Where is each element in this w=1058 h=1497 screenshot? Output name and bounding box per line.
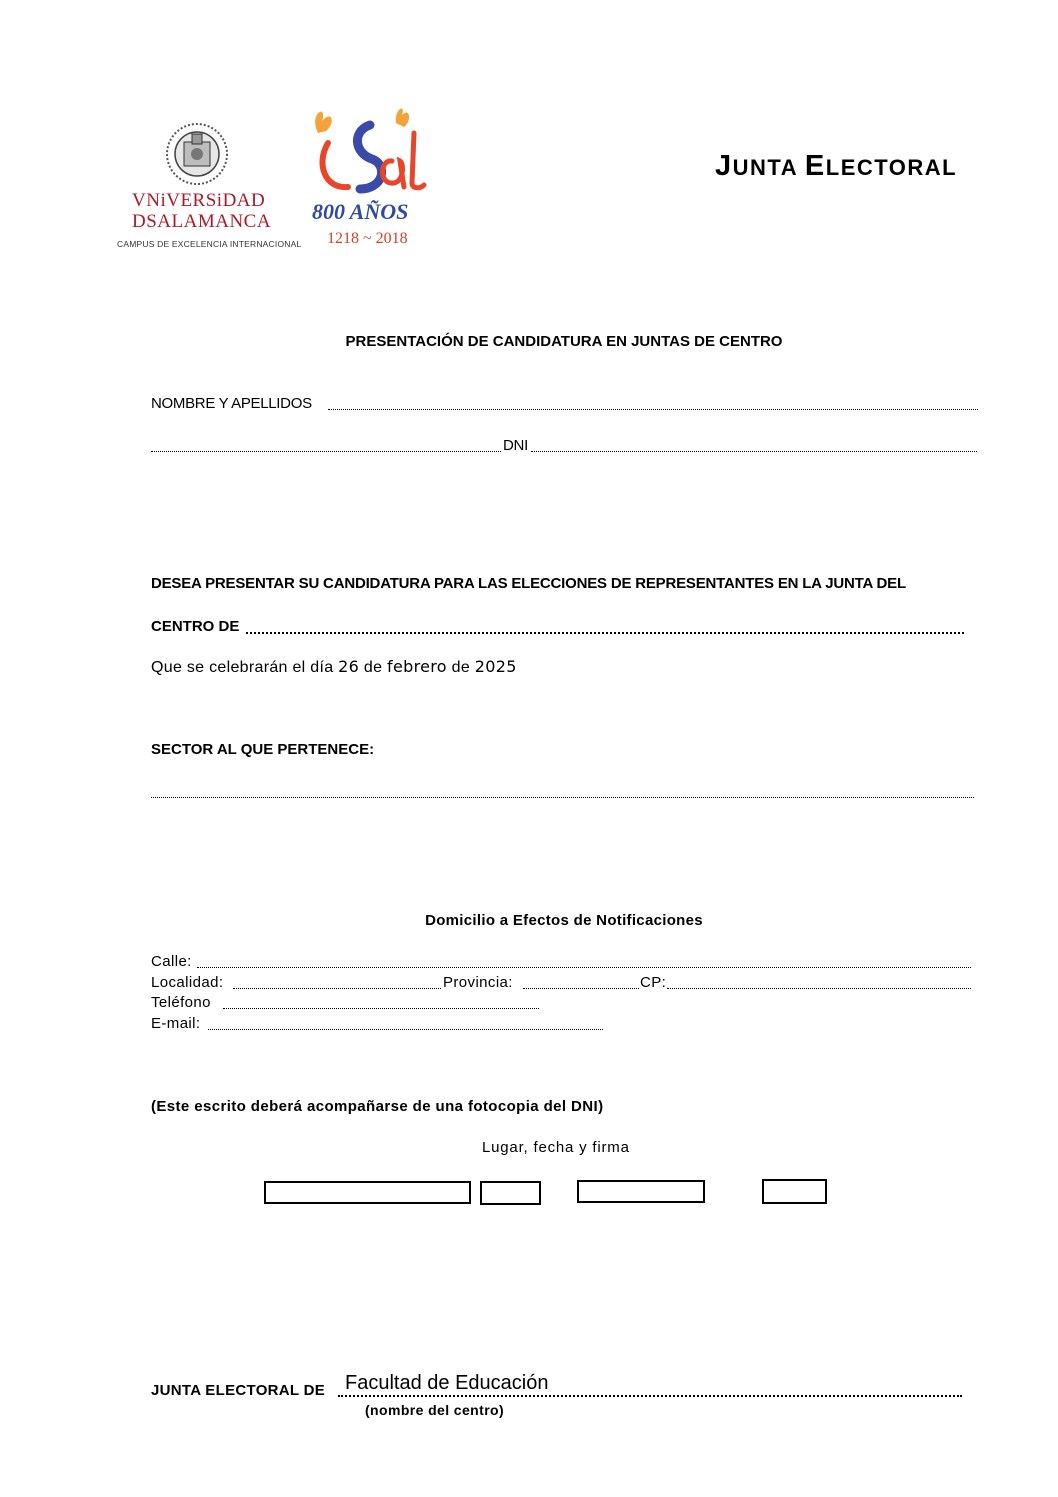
anniversary-range: 1218 ~ 2018 xyxy=(327,230,408,247)
university-tagline: CAMPUS DE EXCELENCIA INTERNACIONAL xyxy=(117,239,302,249)
date-de-1: de xyxy=(363,659,383,676)
university-logo xyxy=(117,120,302,250)
sector-field[interactable] xyxy=(151,797,974,798)
day-box[interactable] xyxy=(480,1181,541,1205)
province-field[interactable] xyxy=(523,988,639,989)
flame-dragon-icon xyxy=(308,103,433,201)
form-heading: PRESENTACIÓN DE CANDIDATURA EN JUNTAS DE CENTRO xyxy=(345,333,783,350)
junta-electoral-field-line xyxy=(338,1395,962,1397)
centre-name-caption: (nombre del centro) xyxy=(365,1402,505,1418)
date-de-2: de xyxy=(451,659,471,676)
month-box[interactable] xyxy=(577,1180,705,1203)
name-field-continuation[interactable] xyxy=(151,451,501,452)
title-initial-e: E xyxy=(804,150,826,182)
university-seal-icon xyxy=(162,120,232,186)
title-part-2: LECTORAL xyxy=(825,155,958,180)
anniversary-years: 800 AÑOS xyxy=(312,199,409,224)
dni-label: DNI xyxy=(503,437,528,454)
anniversary-logo xyxy=(308,103,433,253)
name-label: NOMBRE Y APELLIDOS xyxy=(151,395,312,412)
date-month: febrero xyxy=(387,657,447,676)
title-initial-j: J xyxy=(715,150,733,182)
place-box[interactable] xyxy=(264,1181,471,1204)
university-name-line1: VNiVERSiDAD xyxy=(132,190,266,211)
date-year: 2025 xyxy=(474,657,517,676)
junta-electoral-label: JUNTA ELECTORAL DE xyxy=(151,1382,326,1399)
street-field[interactable] xyxy=(197,967,971,968)
date-day: 26 xyxy=(338,657,360,676)
election-date xyxy=(151,657,517,677)
email-label: E-mail: xyxy=(151,1015,201,1032)
phone-label: Teléfono xyxy=(151,994,211,1011)
sector-label: SECTOR AL QUE PERTENECE: xyxy=(151,741,375,758)
date-prefix: Que se celebrarán el día xyxy=(151,659,334,676)
locality-field[interactable] xyxy=(233,988,441,989)
candidature-statement: DESEA PRESENTAR SU CANDIDATURA PARA LAS ELECCIONES DE REPRESENTANTES EN LA JUNTA DEL xyxy=(151,575,906,592)
cp-field[interactable] xyxy=(667,988,971,989)
email-field[interactable] xyxy=(208,1029,603,1030)
centre-field[interactable] xyxy=(246,632,964,634)
address-heading: Domicilio a Efectos de Notificaciones xyxy=(425,912,703,929)
cp-label: CP: xyxy=(640,974,667,991)
year-box[interactable] xyxy=(762,1179,827,1204)
centre-label: CENTRO DE xyxy=(151,618,240,635)
province-label: Provincia: xyxy=(443,974,513,991)
phone-field[interactable] xyxy=(223,1008,539,1009)
place-date-signature-label: Lugar, fecha y firma xyxy=(482,1139,630,1156)
title-part-1: UNTA xyxy=(732,155,805,180)
street-label: Calle: xyxy=(151,953,192,970)
junta-electoral-value[interactable]: Facultad de Educación xyxy=(345,1372,549,1394)
locality-label: Localidad: xyxy=(151,974,224,991)
dni-photocopy-note: (Este escrito deberá acompañarse de una fotocopia del DNI) xyxy=(151,1098,604,1115)
name-field[interactable] xyxy=(328,409,978,410)
page-title xyxy=(715,150,957,183)
dni-field[interactable] xyxy=(531,451,977,452)
university-name-line2: DSALAMANCA xyxy=(132,211,272,232)
